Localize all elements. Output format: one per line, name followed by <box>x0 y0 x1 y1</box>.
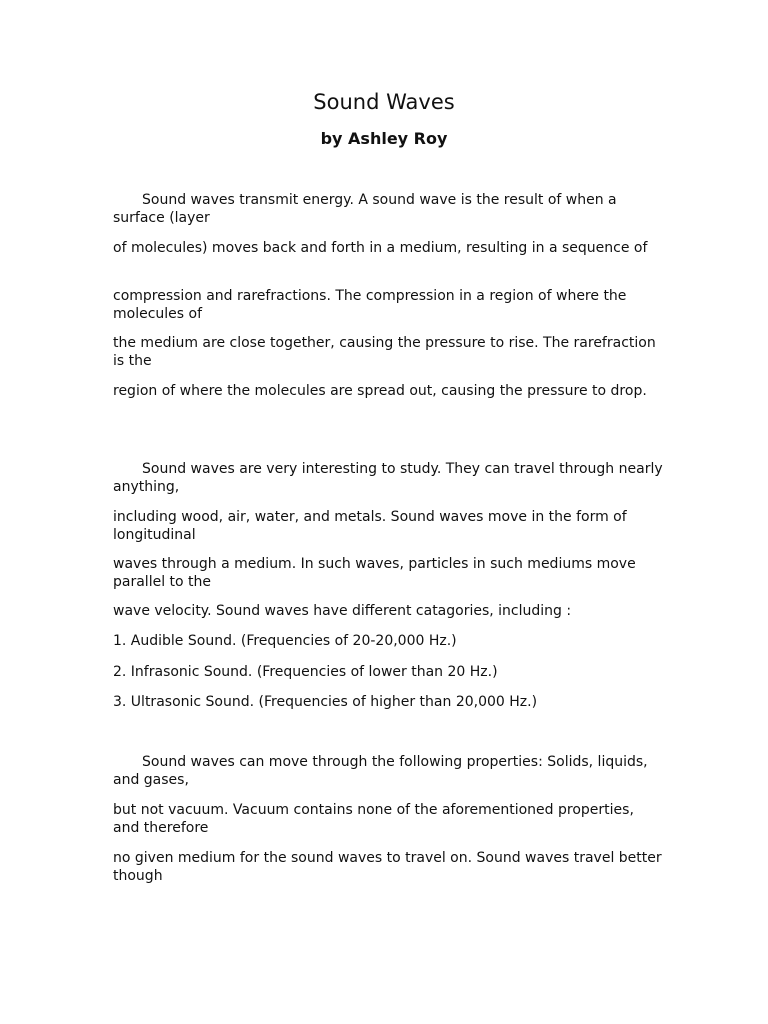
list-item-infrasonic: 2. Infrasonic Sound. (Frequencies of lower than 20 Hz.) <box>113 664 498 680</box>
paragraph-2-line-3: waves through a medium. In such waves, particles in such mediums move parallel to the <box>113 556 636 590</box>
paragraph-2-line-2: including wood, air, water, and metals. Sound waves move in the form of longitudinal <box>113 509 627 543</box>
paragraph-1-line-2: of molecules) moves back and forth in a medium, resulting in a sequence of <box>113 240 648 256</box>
paragraph-3-line-1: Sound waves can move through the following properties: Solids, liquids, and gases, <box>113 754 648 788</box>
paragraph-2-line-4: wave velocity. Sound waves have different catagories, including : <box>113 603 572 619</box>
document-title: Sound Waves <box>313 90 455 114</box>
paragraph-1-line-5: region of where the molecules are spread out, causing the pressure to drop. <box>113 383 647 399</box>
list-item-ultrasonic: 3. Ultrasonic Sound. (Frequencies of higher than 20,000 Hz.) <box>113 694 538 710</box>
list-item-audible: 1. Audible Sound. (Frequencies of 20-20,000 Hz.) <box>113 633 457 649</box>
paragraph-1-line-4: the medium are close together, causing the pressure to rise. The rarefraction is the <box>113 335 656 369</box>
paragraph-3-line-3: no given medium for the sound waves to travel on. Sound waves travel better though <box>113 850 662 884</box>
document-author: by Ashley Roy <box>320 129 448 148</box>
paragraph-1-line-1: Sound waves transmit energy. A sound wave is the result of when a surface (layer <box>113 192 617 226</box>
paragraph-2-line-1: Sound waves are very interesting to study. They can travel through nearly anything, <box>113 461 663 495</box>
paragraph-3-line-2: but not vacuum. Vacuum contains none of the aforementioned properties, and therefore <box>113 802 634 836</box>
paragraph-1-line-3: compression and rarefractions. The compression in a region of where the molecules of <box>113 288 627 322</box>
